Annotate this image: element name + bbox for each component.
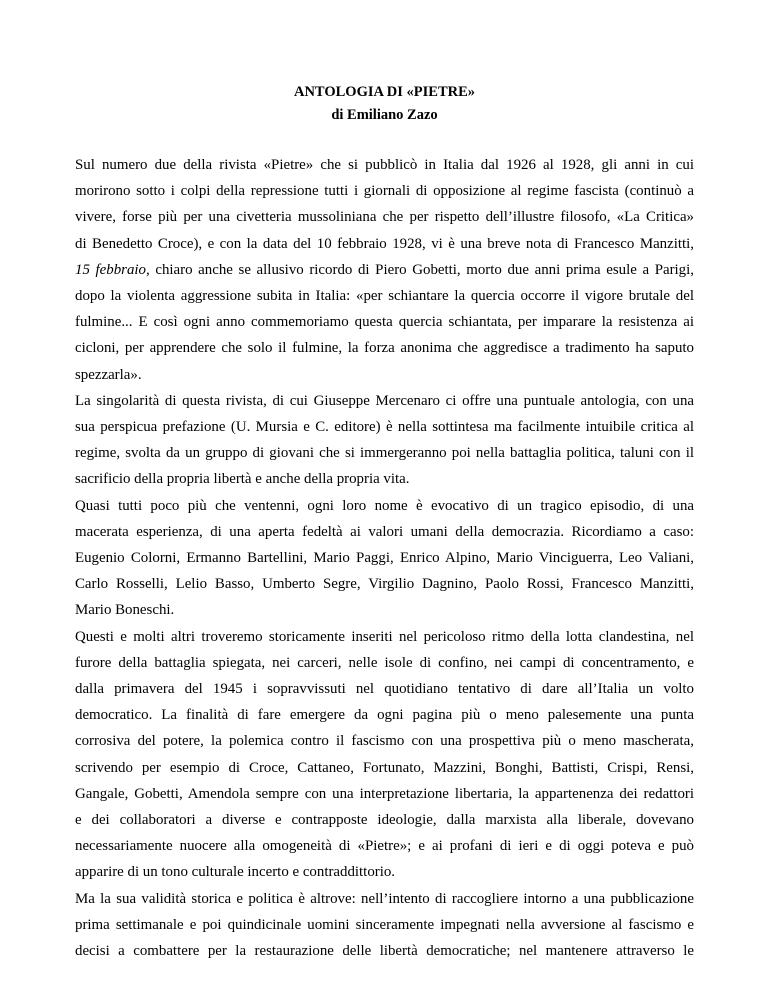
text-line: fulmine... E così ogni anno commemoriamo questa quercia schiantata, per imparare la resistenza ai	[75, 314, 694, 331]
text-line: apparire di un tono culturale incerto e contraddittorio.	[75, 864, 396, 881]
text-line: La singolarità di questa rivista, di cui Giuseppe Mercenaro ci offre una puntuale antologia, con una	[75, 392, 694, 409]
text-line: e dei collaboratori a diverse e contrapposte ideologie, dalla marxista alla liberale, dovevano	[75, 812, 694, 829]
text-line: Quasi tutti poco più che ventenni, ogni loro nome è evocativo di un tragico episodio, di una	[75, 497, 694, 514]
text-line: Ma la sua validità storica e politica è altrove: nell’intento di raccogliere intorno a una pubblicazione	[75, 890, 694, 907]
document-author: di Emiliano Zazo	[331, 107, 438, 123]
text-line: Gangale, Gobetti, Amendola sempre con una interpretazione libertaria, la appartenenza dei redattori	[75, 785, 694, 802]
text-line: Sul numero due della rivista «Pietre» che si pubblicò in Italia dal 1926 al 1928, gli anni in cui	[75, 157, 694, 173]
text-line: morirono sotto i colpi della repressione tutti i giornali di opposizione al regime fascista (continuò a	[75, 183, 694, 200]
paragraph	[75, 152, 694, 388]
text-line: sua perspicua prefazione (U. Mursia e C. editore) è nella sottintesa ma facilmente intuibile critica al	[75, 419, 694, 436]
text-line: scrivendo per esempio di Croce, Cattaneo, Fortunato, Mazzini, Bonghi, Battisti, Crispi, Rensi,	[75, 759, 694, 776]
text-line: dopo la violenta aggressione subita in Italia: «per schiantare la quercia occorre il vigore brutale del	[75, 288, 694, 305]
paragraph	[75, 886, 694, 965]
text-line: furore della battaglia spiegata, nei carceri, nelle isole di confino, nei campi di concentramento, e	[75, 654, 694, 671]
text-line: vivere, forse più per una civetteria mussoliniana che per rispetto dell’illustre filosofo, «La Critica»	[75, 209, 694, 226]
paragraph	[75, 624, 694, 886]
paragraph	[75, 493, 694, 624]
text-line: democratico. La finalità di fare emergere da ogni pagina più o meno palesemente una punta	[75, 707, 694, 724]
text-line: regime, svolta da un gruppo di giovani che si immergeranno poi nella battaglia politica, taluni con il	[75, 445, 694, 462]
text-line: prima settimanale e poi quindicinale uomini sinceramente impegnati nella avversione al fascismo e	[75, 916, 694, 933]
document-body	[75, 152, 694, 964]
paragraph	[75, 388, 694, 493]
text-line: di Benedetto Croce), e con la data del 10 febbraio 1928, vi è una breve nota di Francesco Manzitti,	[75, 235, 694, 252]
text-line: macerata esperienza, di una aperta fedeltà ai valori umani della democrazia. Ricordiamo a caso:	[75, 523, 694, 540]
text-line: Carlo Rosselli, Lelio Basso, Umberto Segre, Virgilio Dagnino, Paolo Rossi, Francesco Manzitti,	[75, 576, 694, 593]
text-line: spezzarla».	[75, 366, 142, 383]
text-line: decisi a combattere per la restaurazione delle libertà democratiche; nel mantenere attraverso le	[75, 943, 694, 960]
text-line: 15 febbraio, chiaro anche se allusivo ricordo di Piero Gobetti, morto due anni prima esule a Parigi,	[75, 261, 694, 278]
text-line: corrosiva del potere, la polemica contro il fascismo con una prospettiva più o meno mascherata,	[75, 733, 694, 750]
text-line: dalla primavera del 1945 i sopravvissuti nel quotidiano tentativo di dare all’Italia un volto	[75, 681, 694, 698]
document-title: ANTOLOGIA DI «PIETRE»	[293, 84, 476, 100]
text-line: cicloni, per apprendere che solo il fulmine, la forza anonima che aggredisce a tradimento ha saputo	[75, 340, 694, 357]
text-line: Eugenio Colorni, Ermanno Bartellini, Mario Paggi, Enrico Alpino, Mario Vinciguerra, Leo Valiani,	[75, 550, 694, 567]
text-line: Questi e molti altri troveremo storicamente inseriti nel pericoloso ritmo della lotta clandestina, nel	[75, 628, 694, 645]
text-line: necessariamente nuocere alla omogeneità di «Pietre»; e ai profani di ieri e di oggi poteva e può	[75, 838, 694, 855]
text-line: Mario Boneschi.	[75, 602, 175, 619]
document-page	[75, 82, 694, 964]
text-line: sacrificio della propria libertà e anche della propria vita.	[75, 471, 410, 488]
